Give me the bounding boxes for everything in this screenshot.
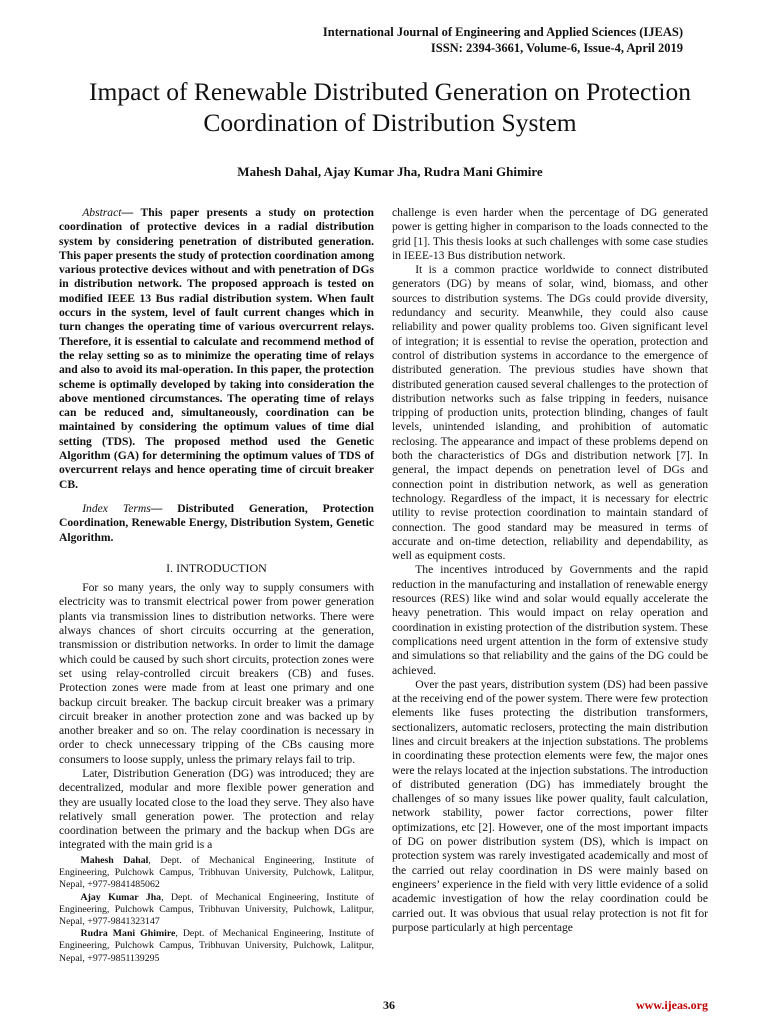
- paper-authors: Mahesh Dahal, Ajay Kumar Jha, Rudra Mani Ghimire: [237, 164, 543, 179]
- section-heading-introduction: I. INTRODUCTION: [166, 560, 267, 575]
- index-terms-text: Distributed Generation, Protection Coordination, Renewable Energy, Distribution System, Genetic Algorithm.: [59, 501, 374, 544]
- abstract-label: Abstract: [82, 206, 122, 219]
- author-footnotes: [59, 855, 374, 965]
- paragraph: The incentives introduced by Governments and the rapid reduction in the manufacturing and installation of renewable energy resources (RES) like wind and solar would equally accelerate the heavy penetration. This would impact on relay operation and coordination in existing protection of the distribution system. These complications need urgent attention in the form of extensive study and simulations so that reliability and the gains of the DG could be achieved.: [392, 563, 708, 677]
- index-terms: [59, 502, 374, 545]
- paragraph: challenge is even harder when the percentage of DG generated power is getting higher in comparison to the loads connected to the grid [1]. This thesis looks at such challenges with some case studies in IEEE-13 Bus distribution network.: [392, 206, 708, 262]
- footnote: [59, 928, 374, 965]
- footnote-affiliation: , Dept. of Mechanical Engineering, Institute of Engineering, Pulchowk Campus, Tribhuvan University, Pulchowk, Lalitpur, Nepal, +977-9851139295: [59, 928, 374, 964]
- journal-issn: ISSN: 2394-3661, Volume-6, Issue-4, April 2019: [430, 41, 683, 55]
- paper-title: Impact of Renewable Distributed Generation on Protection Coordination of Distribution System: [89, 77, 691, 137]
- abstract-text: This paper presents a study on protection coordination of protective devices in a radial distribution system by considering penetration of distributed generation. This paper presents the study of protection coordination among various protective devices without and with penetration of DGs in distribution network. The proposed approach is tested on modified IEEE 13 Bus radial distribution system. When fault occurs in the system, level of fault current changes which in turn changes the operating time of various overcurrent relays. Therefore, it is essential to calculate and recommend method of the relay setting so as to minimize the operating time of relays and also to avoid its mal-operation. In this paper, the protection scheme is optimally developed by taking into consideration the above mentioned circumstances. The operating time of relays can be reduced and, simultaneously, coordination can be maintained by considering the optimum values of time dial setting (TDS). The proposed method used the Genetic Algorithm (GA) for determining the optimum values of TDS of overcurrent relays and hence operating time of circuit breaker CB.: [59, 206, 374, 491]
- footnote-affiliation: , Dept. of Mechanical Engineering, Institute of Engineering, Pulchowk Campus, Tribhuvan University, Pulchowk, Lalitpur, Nepal, +977-9841323147: [59, 891, 375, 928]
- footnote-author: Ajay Kumar Jha: [80, 891, 162, 903]
- right-column: [392, 206, 708, 935]
- journal-website-link[interactable]: www.ijeas.org: [636, 998, 708, 1012]
- index-terms-label: Index Terms: [82, 501, 151, 515]
- journal-name: International Journal of Engineering and Applied Sciences (IJEAS): [322, 25, 683, 39]
- paragraph: It is a common practice worldwide to connect distributed generators (DG) by means of solar, wind, biomass, and other sources to distribution systems. The DGs could provide diversity, redundancy and security. Meanwhile, they could also cause reliability and power quality problems too. Given significant level of integration; it is essential to revise the operation, protection and control of distribution systems in accordance to the emergence of distributed generation. The previous studies have shown that distributed generation caused several challenges to the protection of distribution networks such as false tripping in feeders, nuisance tripping of production units, protection blinding, changes of fault levels, unintended islanding, and prohibition of automatic reclosing. The appearance and impact of these problems depend on both the characteristics of DGs and distribution network [7]. In general, the impact depends on penetration level of DGs and connection point in distribution network, as well as generation technology. Regardless of the impact, it is necessary for electric utility to revise protection coordination to maintain standard of connection. The good standard may be measured in terms of accurate and on-time detection, reliability and dependability, as well as equipment costs.: [392, 263, 708, 563]
- footnote-author: Rudra Mani Ghimire: [80, 928, 176, 940]
- footnote: [59, 892, 374, 929]
- abstract-dash: —: [121, 206, 141, 219]
- left-column: [59, 206, 374, 853]
- footnote-author: Mahesh Dahal: [80, 855, 149, 866]
- footnote-affiliation: , Dept. of Mechanical Engineering, Institute of Engineering, Pulchowk Campus, Tribhuvan University, Pulchowk, Lalitpur, Nepal, +977-9841485062: [59, 855, 374, 891]
- paragraph: Later, Distribution Generation (DG) was introduced; they are decentralized, modular and more flexible power generation and they are usually located close to the load they serve. They also have relatively small generation power. The protection and relay coordination between the primary and the backup when DGs are integrated with the main grid is a: [59, 766, 374, 852]
- abstract: [59, 206, 374, 492]
- page-number: 36: [383, 998, 395, 1012]
- footnote: [59, 855, 374, 892]
- paragraph: Over the past years, distribution system (DS) had been passive at the receiving end of the power system. There were few protection elements like fuses protecting the distribution transformers, sectionalizers, automatic reclosers, protecting the main distribution lines and circuit breakers at the injection substations. The problems in coordinating these protection elements were few, the major ones were the relays located at the injection substations. The introduction of distributed generation (DG) has immediately brought the challenges of so many issues like power quality, fault calculation, network stability, power factor corrections, power filter optimizations, etc [2]. However, one of the most important impacts of DG on power distribution system (DS), which is impact on protection system was rarely investigated academically and most of the carried out relay coordination in DS were mainly based on engineers’ experience in the field with very little evidence of a solid academic investigation of how the relay coordination could be carried out. It was obvious that usual relay protection is not fit for purpose particularly at high percentage: [392, 677, 708, 934]
- paragraph: For so many years, the only way to supply consumers with electricity was to transmit electrical power from power generation plants via transmission lines to distribution networks. There were always chances of short circuits occurring at the generation, transmission or distribution networks. In order to limit the damage which could be caused by such short circuits, protection zones were set using relay-controlled circuit breakers (CB) and fuses. Protection zones were made from at least one primary and one backup circuit breaker. The backup circuit breaker was a primary circuit breaker in another protection zone and was backed up by another breaker and so on. The relay coordination is necessary in order to check unnecessary tripping of the CBs causing more consumers to loose supply, unless the primary relays fail to trip.: [59, 581, 374, 766]
- index-terms-dash: —: [150, 501, 178, 515]
- journal-header: [323, 24, 683, 56]
